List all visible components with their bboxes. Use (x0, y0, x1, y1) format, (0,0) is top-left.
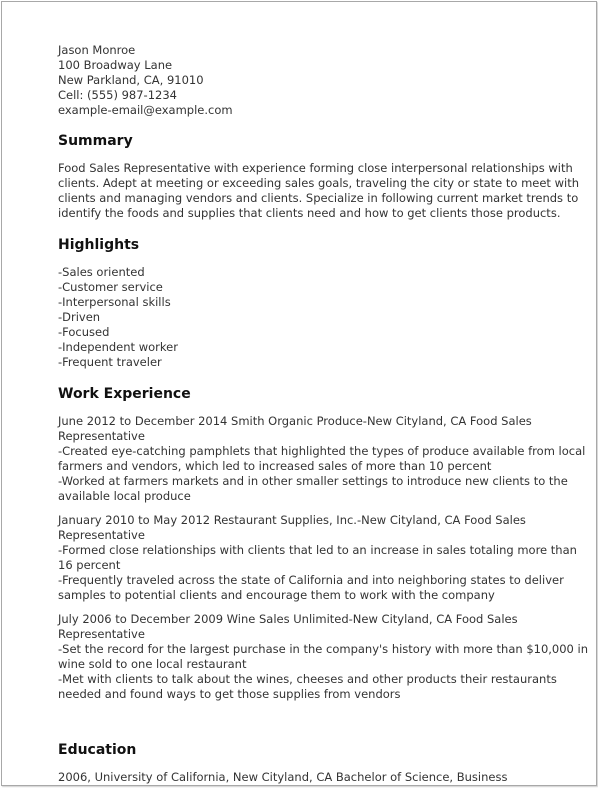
summary-section (58, 132, 593, 221)
highlight-item: -Independent worker (58, 340, 178, 354)
job-title: January 2010 to May 2012 Restaurant Supplies, Inc.-New Cityland, CA Food Sales Representative (58, 513, 526, 542)
contact-cell: Cell: (555) 987-1234 (58, 88, 177, 102)
job-entry (58, 414, 593, 504)
highlight-item: -Sales oriented (58, 265, 145, 279)
job-title: June 2012 to December 2014 Smith Organic Produce-New Cityland, CA Food Sales Representative (58, 414, 532, 443)
job-entry (58, 513, 593, 603)
summary-heading: Summary (58, 133, 133, 149)
job-bullet: -Formed close relationships with clients that led to an increase in sales totaling more than 16 percent (58, 543, 577, 572)
highlights-list (58, 265, 593, 370)
contact-email: example-email@example.com (58, 103, 233, 117)
highlight-item: -Frequent traveler (58, 355, 162, 369)
highlights-section (58, 236, 593, 370)
contact-city: New Parkland, CA, 91010 (58, 73, 204, 87)
contact-block (58, 43, 593, 118)
resume-page (1, 1, 597, 786)
highlight-item: -Customer service (58, 280, 163, 294)
job-bullet: -Worked at farmers markets and in other smaller settings to introduce new clients to the available local produce (58, 474, 568, 503)
contact-street: 100 Broadway Lane (58, 58, 173, 72)
job-bullet: -Created eye-catching pamphlets that highlighted the types of produce available from local farmers and vendors, which led to increased sales of more than 10 percent (58, 444, 586, 473)
education-text: 2006, University of California, New Cityland, CA Bachelor of Science, Business (58, 770, 508, 784)
summary-text: Food Sales Representative with experience forming close interpersonal relationships with clients. Adept at meeting or exceeding sales goals, traveling the city or state to meet with clients and managing vendors and clients. Specialize in following current market trends to identify the foods and supplies that clients need and how to get clients those products. (58, 161, 579, 220)
highlights-heading: Highlights (58, 237, 140, 253)
job-bullet: -Set the record for the largest purchase in the company's history with more than $10,000 in wine sold to one local restaurant (58, 642, 589, 671)
education-section (58, 741, 593, 785)
job-title: July 2006 to December 2009 Wine Sales Unlimited-New Cityland, CA Food Sales Representative (58, 612, 518, 641)
highlight-item: -Driven (58, 310, 101, 324)
contact-name: Jason Monroe (58, 43, 136, 57)
highlight-item: -Focused (58, 325, 110, 339)
highlight-item: -Interpersonal skills (58, 295, 171, 309)
education-heading: Education (58, 742, 137, 758)
work-experience-heading: Work Experience (58, 386, 191, 402)
job-entry (58, 612, 593, 702)
job-bullet: -Met with clients to talk about the wines, cheeses and other products their restaurants needed and found ways to get those supplies from vendors (58, 672, 557, 701)
work-experience-section (58, 385, 593, 702)
job-bullet: -Frequently traveled across the state of California and into neighboring states to deliver samples to potential clients and encourage them to work with the company (58, 573, 564, 602)
resume-content (58, 43, 593, 785)
